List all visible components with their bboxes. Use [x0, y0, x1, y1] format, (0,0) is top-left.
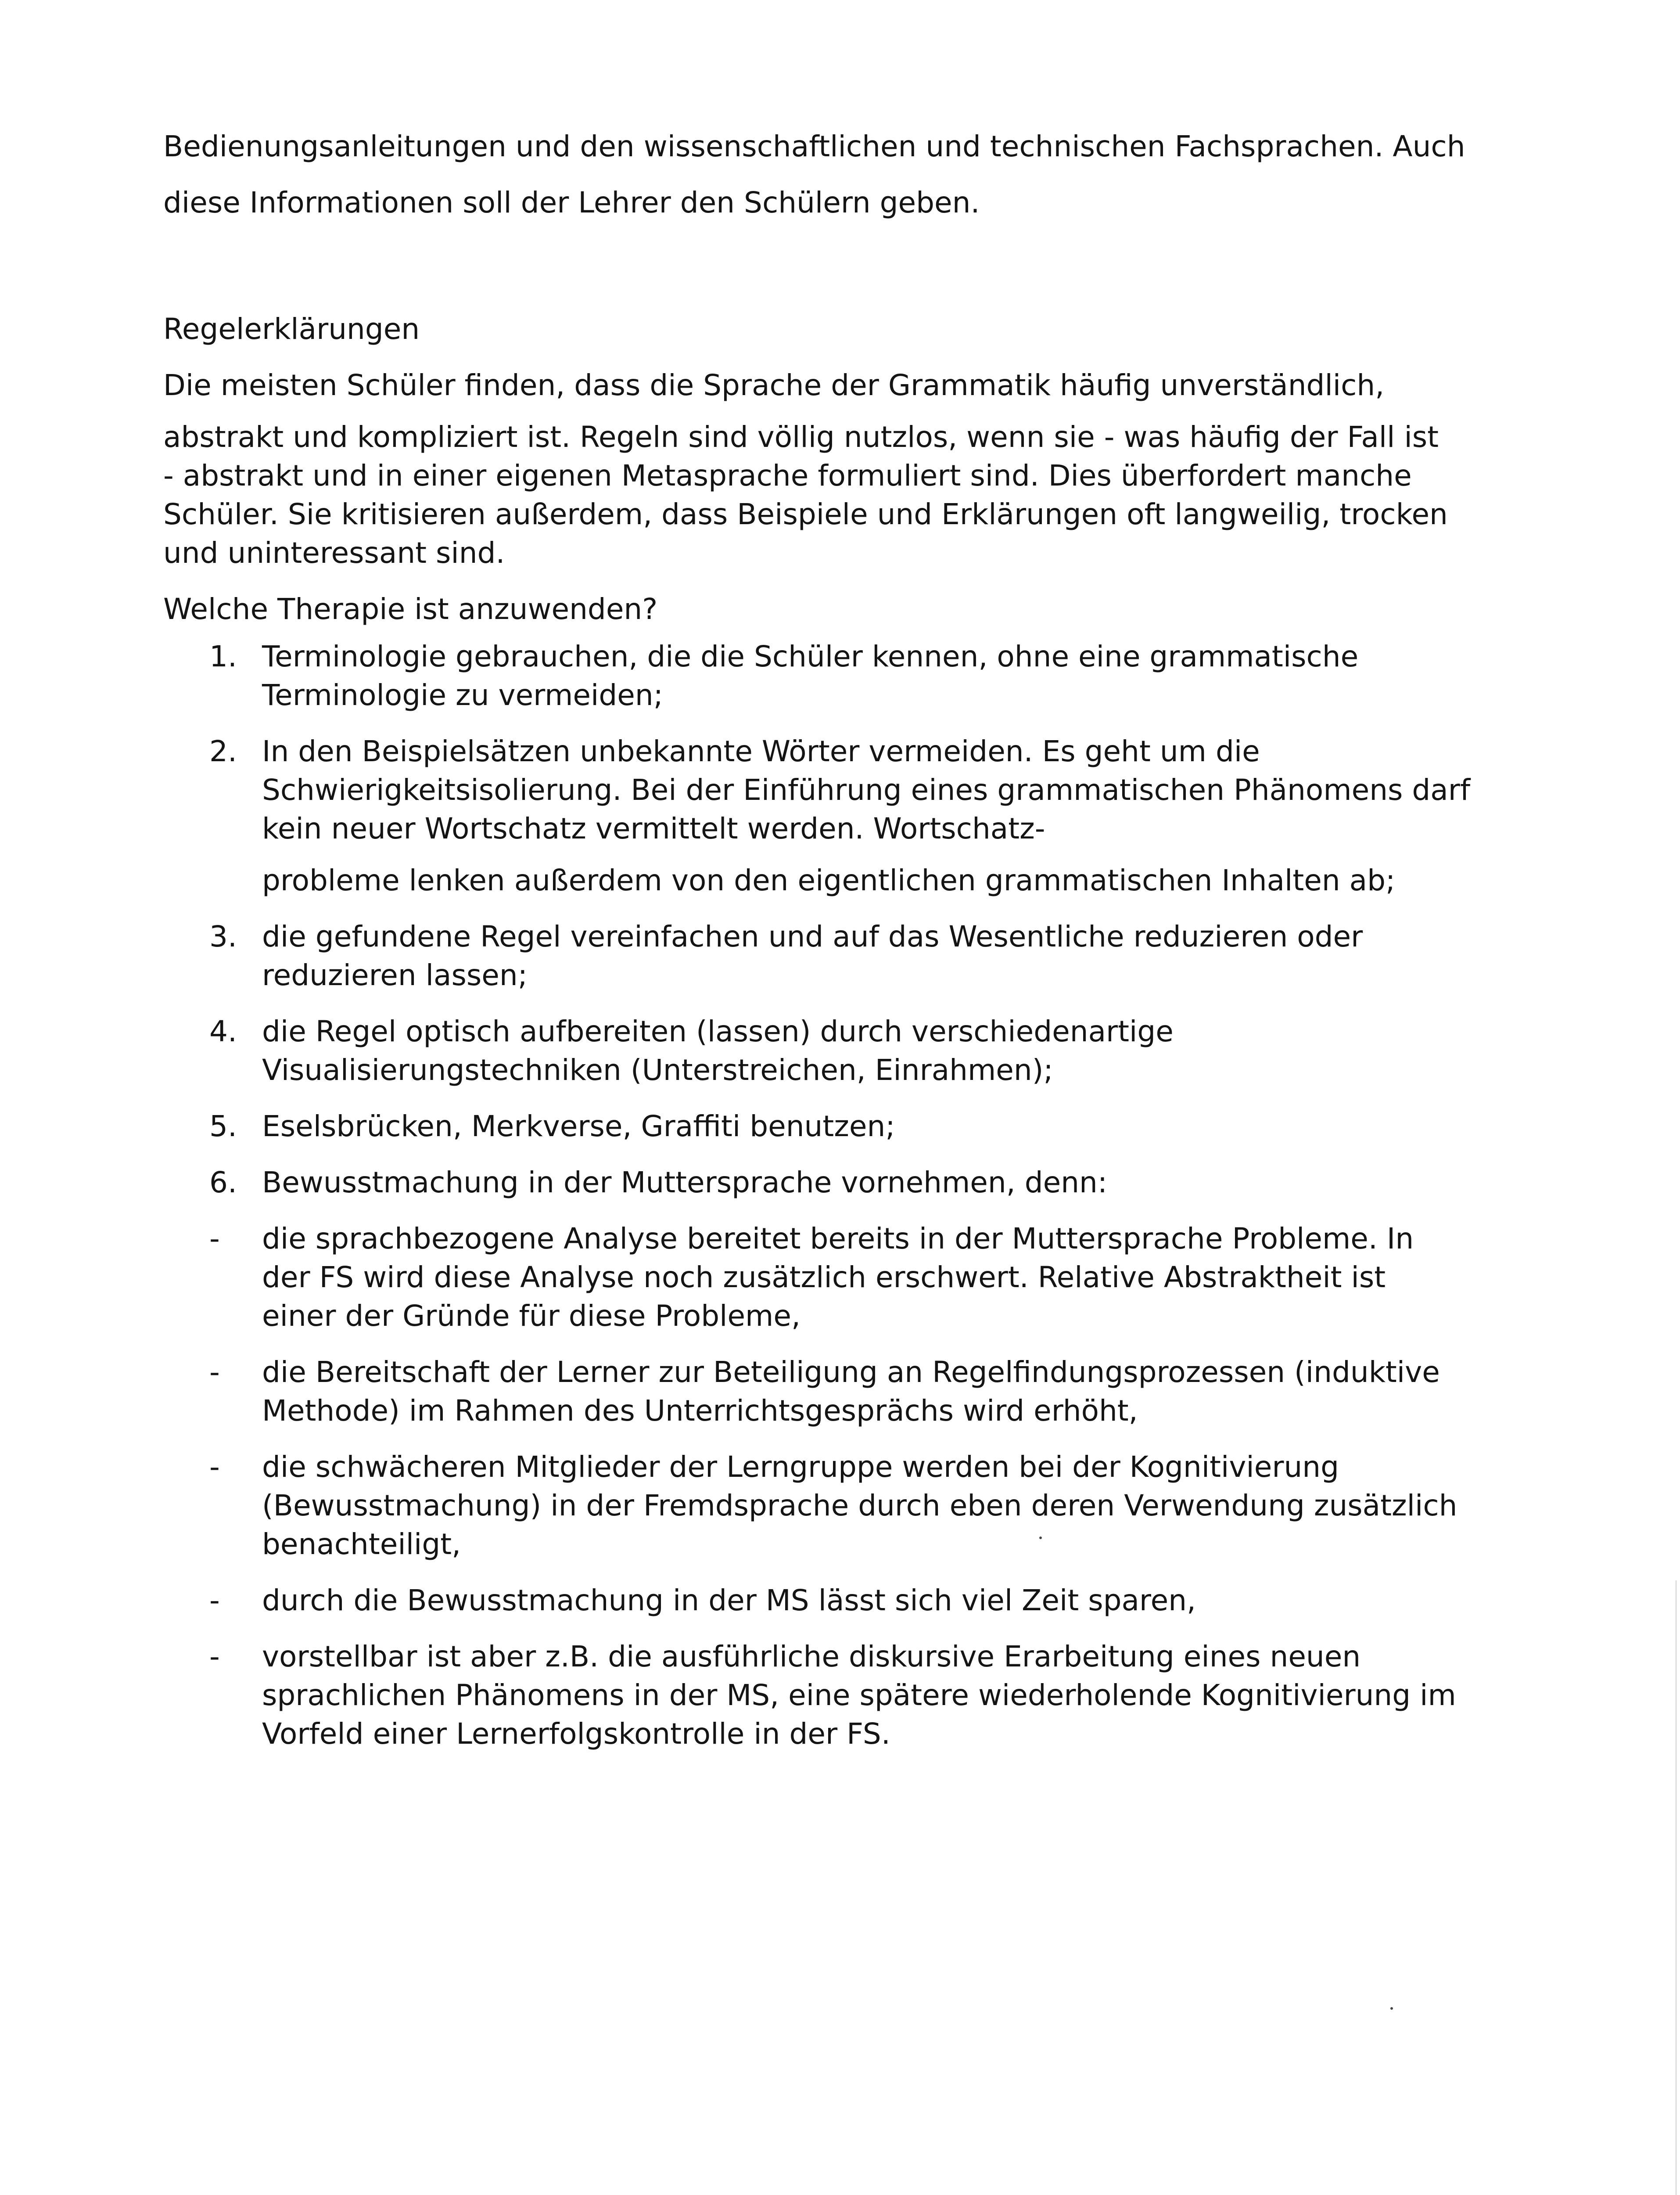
list-item-line: Terminologie zu vermeiden;: [262, 678, 663, 712]
numbered-item: [163, 637, 1484, 715]
therapy-list: [163, 637, 1484, 1753]
list-marker: 6.: [209, 1166, 237, 1199]
document-body: [163, 127, 1484, 1771]
intro-line: Bedienungsanleitungen und den wissenschaftlichen und technischen Fachsprachen. Auch: [163, 130, 1465, 163]
bullet-item: [163, 1448, 1484, 1564]
bullet-item: [163, 1353, 1484, 1430]
list-marker: 4.: [209, 1015, 237, 1048]
question: Welche Therapie ist anzuwenden?: [163, 592, 658, 626]
numbered-item: [163, 1012, 1484, 1090]
list-item-line: Visualisierungstechniken (Unterstreichen, Einrahmen);: [262, 1053, 1053, 1087]
scan-speck: [1039, 1536, 1042, 1539]
list-marker: -: [209, 1355, 220, 1389]
paragraph: [163, 418, 1484, 572]
list-item-line: Bewusstmachung in der Muttersprache vornehmen, denn:: [262, 1166, 1108, 1199]
list-item-line: durch die Bewusstmachung in der MS lässt sich viel Zeit sparen,: [262, 1583, 1196, 1617]
list-item-line: der FS wird diese Analyse noch zusätzlich erschwert. Relative Abstraktheit ist: [262, 1260, 1386, 1294]
intro-paragraph: [163, 127, 1484, 222]
paragraph-line: abstrakt und kompliziert ist. Regeln sind völlig nutzlos, wenn sie - was häufig der Fall ist: [163, 420, 1439, 454]
bullet-item: [163, 1637, 1484, 1753]
list-item-line: benachteiligt,: [262, 1527, 461, 1561]
list-marker: 1.: [209, 640, 237, 673]
list-item-line: einer der Gründe für diese Probleme,: [262, 1299, 801, 1333]
list-marker: 3.: [209, 920, 237, 954]
list-item-line: sprachlichen Phänomens in der MS, eine spätere wiederholende Kognitivierung im: [262, 1678, 1456, 1712]
numbered-item: [163, 918, 1484, 995]
list-marker: -: [209, 1222, 220, 1256]
list-marker: 2.: [209, 734, 237, 768]
numbered-item: [163, 732, 1484, 900]
list-item-line: die Bereitschaft der Lerner zur Beteiligung an Regelfindungsprozessen (induktive: [262, 1355, 1440, 1389]
list-marker: -: [209, 1583, 220, 1617]
list-item-line: Methode) im Rahmen des Unterrichtsgesprächs wird erhöht,: [262, 1394, 1138, 1428]
paragraph-line: und uninteressant sind.: [163, 536, 505, 570]
list-marker: -: [209, 1450, 220, 1484]
bullet-item: [163, 1220, 1484, 1335]
bullet-item: [163, 1581, 1484, 1620]
list-item-line: die sprachbezogene Analyse bereitet bereits in der Muttersprache Probleme. In: [262, 1222, 1414, 1256]
list-item-line: (Bewusstmachung) in der Fremdsprache durch eben deren Verwendung zusätzlich: [262, 1489, 1457, 1522]
intro-line: diese Informationen soll der Lehrer den Schülern geben.: [163, 186, 980, 220]
section-heading: Regelerklärungen: [163, 312, 420, 346]
paragraph: Die meisten Schüler finden, dass die Sprache der Grammatik häufig unverständlich,: [163, 368, 1385, 402]
list-item-line: kein neuer Wortschatz vermittelt werden. Wortschatz-: [262, 812, 1045, 846]
paragraph-line: - abstrakt und in einer eigenen Metasprache formuliert sind. Dies überfordert manche: [163, 459, 1412, 493]
list-item-line: die Regel optisch aufbereiten (lassen) durch verschiedenartige: [262, 1015, 1174, 1048]
list-marker: 5.: [209, 1109, 237, 1143]
numbered-item: [163, 1163, 1484, 1202]
paragraph-line: Schüler. Sie kritisieren außerdem, dass Beispiele und Erklärungen oft langweilig, trocken: [163, 497, 1448, 531]
list-marker: -: [209, 1640, 220, 1673]
list-item-line: die schwächeren Mitglieder der Lerngruppe werden bei der Kognitivierung: [262, 1450, 1339, 1484]
numbered-item: [163, 1107, 1484, 1146]
list-item-line: In den Beispielsätzen unbekannte Wörter vermeiden. Es geht um die: [262, 734, 1260, 768]
list-item-line: reduzieren lassen;: [262, 958, 528, 992]
list-item-continuation: probleme lenken außerdem von den eigentlichen grammatischen Inhalten ab;: [262, 864, 1396, 897]
list-item-line: Eselsbrücken, Merkverse, Graffiti benutzen;: [262, 1109, 895, 1143]
list-item-line: Schwierigkeitsisolierung. Bei der Einführung eines grammatischen Phänomens darf: [262, 773, 1471, 807]
list-item-line: die gefundene Regel vereinfachen und auf das Wesentliche reduzieren oder: [262, 920, 1363, 954]
list-item-line: Terminologie gebrauchen, die die Schüler kennen, ohne eine grammatische: [262, 640, 1359, 673]
list-item-line: Vorfeld einer Lernerfolgskontrolle in der FS.: [262, 1717, 890, 1751]
scan-speck: [1390, 2007, 1393, 2010]
list-item-line: vorstellbar ist aber z.B. die ausführliche diskursive Erarbeitung eines neuen: [262, 1640, 1361, 1673]
